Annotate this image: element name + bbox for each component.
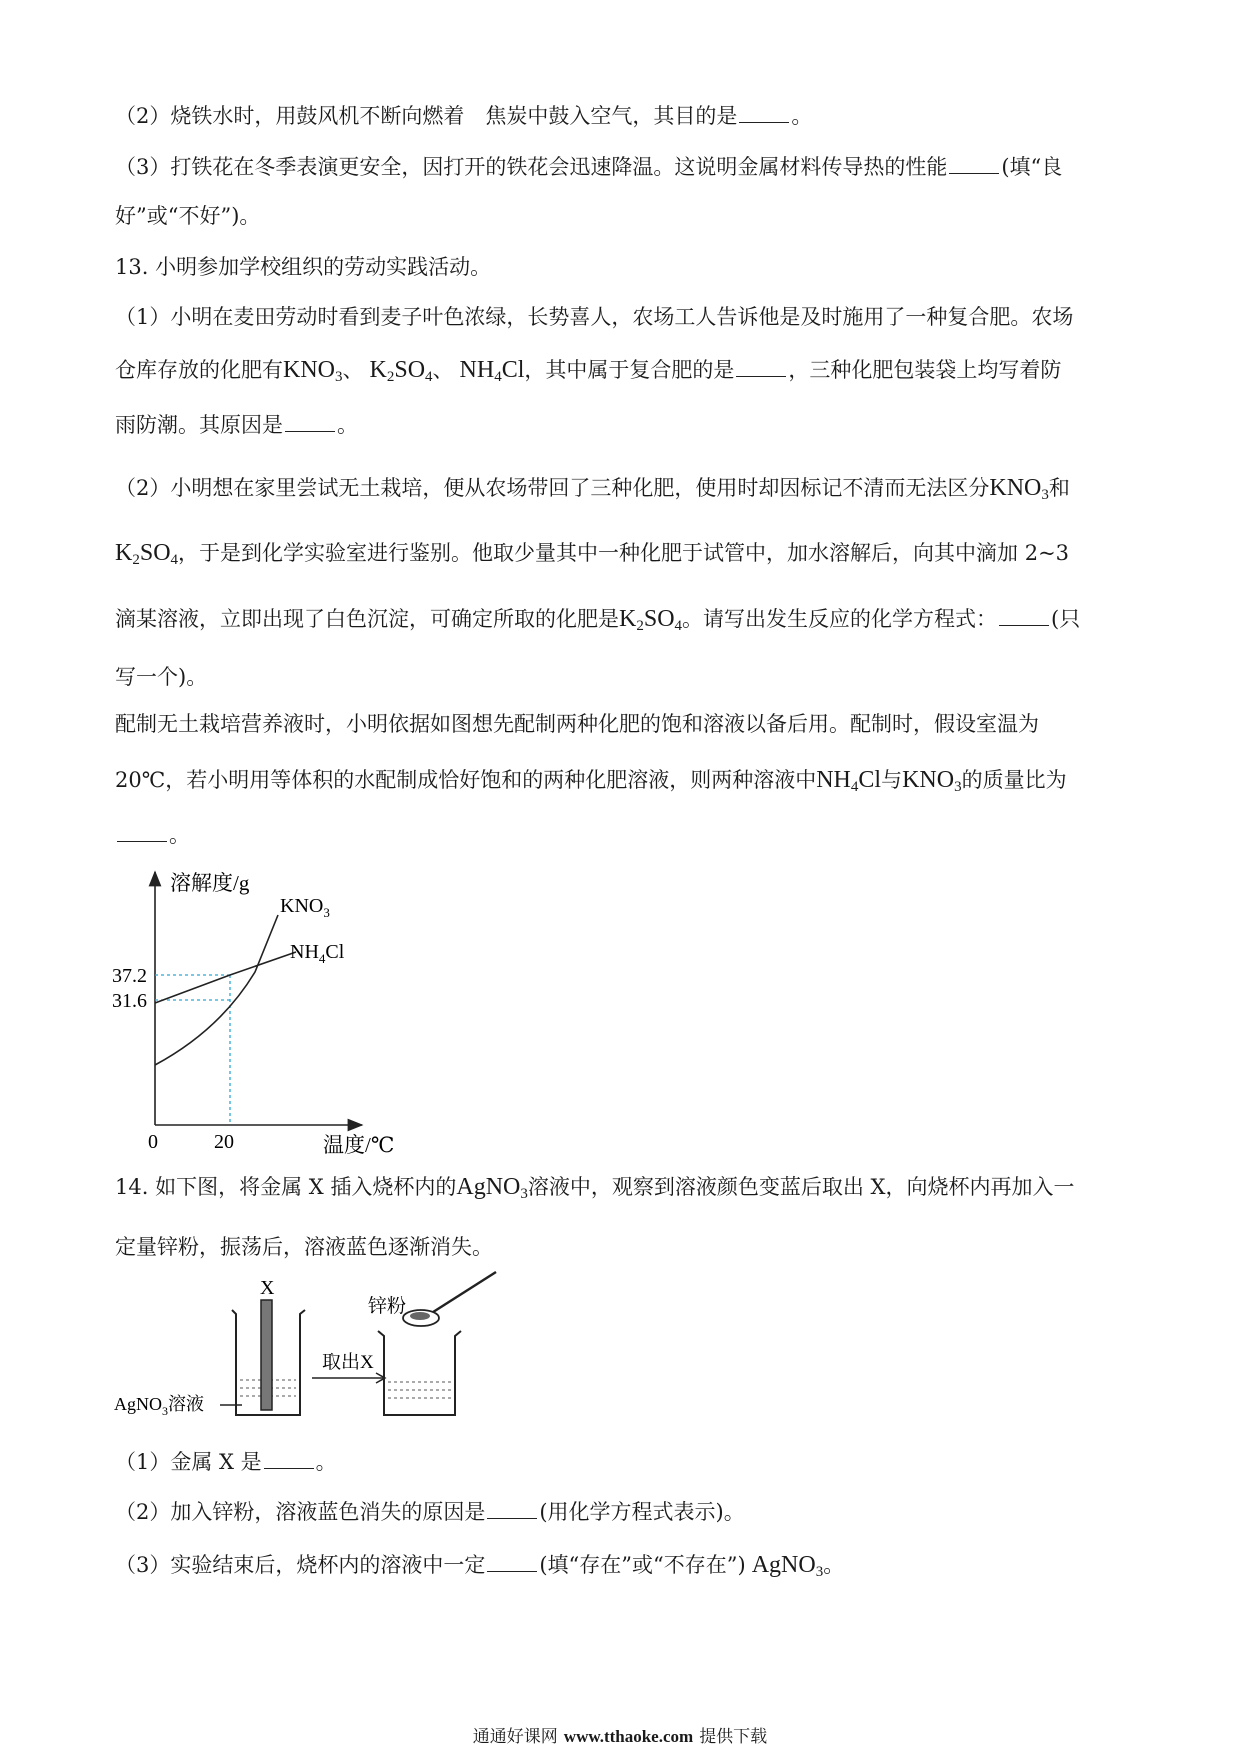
metal-x-label: X — [260, 1277, 275, 1299]
answer-blank[interactable] — [117, 823, 167, 842]
q14-part2: （2）加入锌粉，溶液蓝色消失的原因是 (用化学方程式表示)。 — [115, 1500, 745, 1524]
answer-blank[interactable] — [285, 413, 335, 432]
answer-blank[interactable] — [736, 358, 786, 377]
y-tick-label: 37.2 — [112, 965, 147, 987]
formula-kno3: $KNO_3$ — [283, 357, 343, 385]
zinc-powder — [410, 1312, 430, 1320]
formula-kno3: $KNO_3$ — [902, 767, 962, 795]
q13-part1-line2: 仓库存放的化肥有$KNO_3$、 $K_2SO_4$、 $NH_4Cl$，其中属于复合肥的是 ，三种化肥包装袋上均写着防 — [115, 357, 1062, 385]
x-axis-label: 温度/℃ — [323, 1133, 395, 1155]
series-label-nh4cl: $NH_4Cl$ — [290, 941, 345, 966]
q14-part1: （1）金属 X 是 。 — [115, 1450, 337, 1474]
formula-k2so4: $K_2SO_4$ — [115, 540, 179, 568]
metal-x-strip — [261, 1300, 272, 1410]
beaker-experiment-figure — [100, 1270, 560, 1430]
y-axis-label: 溶解度/g — [170, 871, 250, 895]
answer-blank[interactable] — [487, 1500, 537, 1519]
q13-part1-line3: 雨防潮。其原因是 。 — [115, 413, 358, 437]
spoon-handle — [430, 1272, 496, 1314]
series-line-kno3 — [155, 915, 278, 1065]
formula-k2so4: $K_2SO_4$ — [369, 357, 433, 385]
x-tick-label: 20 — [214, 1131, 234, 1153]
q13-part2-line1: （2）小明想在家里尝试无土栽培，便从农场带回了三种化肥，使用时却因标记不清而无法区分$KNO_3$和 — [115, 475, 1070, 503]
q14-stem-line2: 定量锌粉，振荡后，溶液蓝色逐渐消失。 — [115, 1235, 493, 1259]
q13-part2-line2: $K_2SO_4$，于是到化学实验室进行鉴别。他取少量其中一种化肥于试管中，加水溶解后，向其中滴加 2~3 — [115, 540, 1070, 568]
q12-part2: （2）烧铁水时，用鼓风机不断向燃着 焦炭中鼓入空气，其目的是 。 — [115, 104, 813, 128]
formula-k2so4: $K_2SO_4$ — [619, 606, 683, 634]
formula-agno3: AgNO$_3$ — [456, 1174, 528, 1202]
formula-kno3: $KNO_3$ — [989, 475, 1049, 503]
right-beaker — [378, 1331, 461, 1415]
series-label-kno3: $KNO_3$ — [280, 895, 330, 920]
solubility-chart — [100, 860, 420, 1155]
q13-stem: 13. 小明参加学校组织的劳动实践活动。 — [115, 255, 492, 279]
site-link[interactable]: www.tthaoke.com — [563, 1727, 694, 1746]
q13-part3-line3: 。 — [115, 820, 190, 850]
answer-blank[interactable] — [264, 1450, 314, 1469]
remove-x-label: 取出X — [322, 1352, 374, 1373]
agno3-solution-label: AgNO$_3$溶液 — [114, 1394, 204, 1418]
zinc-powder-label: 锌粉 — [368, 1296, 407, 1317]
formula-nh4cl: $NH_4Cl$ — [816, 767, 882, 795]
answer-blank[interactable] — [999, 607, 1049, 626]
x-tick-label: 0 — [148, 1131, 158, 1153]
q13-part2-line3: 滴某溶液，立即出现了白色沉淀，可确定所取的化肥是$K_2SO_4$。请写出发生反应的化学方程式： (只 — [115, 606, 1081, 634]
answer-blank[interactable] — [487, 1553, 537, 1572]
q13-part3-line2: 20℃，若小明用等体积的水配制成恰好饱和的两种化肥溶液，则两种溶液中$NH_4Cl$与$KNO_3$的质量比为 — [115, 767, 1067, 795]
formula-nh4cl: $NH_4Cl$ — [459, 357, 525, 385]
q13-part2-line4: 写一个)。 — [115, 665, 208, 689]
q13-part3-line1: 配制无土栽培营养液时，小明依据如图想先配制两种化肥的饱和溶液以备后用。配制时，假设室温为 — [115, 712, 1039, 736]
q12-part3: （3）打铁花在冬季表演更安全，因打开的铁花会迅速降温。这说明金属材料传导热的性能 (填“良 — [115, 155, 1063, 179]
q14-stem-line1: 14. 如下图，将金属 X 插入烧杯内的AgNO$_3$溶液中，观察到溶液颜色变蓝后取出 X，向烧杯内再加入一 — [115, 1174, 1075, 1202]
page-footer: 通通好课网 www.tthaoke.com 提供下载 — [472, 1727, 768, 1747]
series-line-nh4cl — [155, 952, 296, 1003]
y-tick-label: 31.6 — [112, 990, 147, 1012]
answer-blank[interactable] — [949, 155, 999, 174]
q12-part3-line2: 好”或“不好”)。 — [115, 204, 261, 228]
answer-blank[interactable] — [739, 104, 789, 123]
q13-part1-line1: （1）小明在麦田劳动时看到麦子叶色浓绿，长势喜人，农场工人告诉他是及时施用了一种复合肥。农场 — [115, 305, 1074, 329]
q14-part3: （3）实验结束后，烧杯内的溶液中一定 (填“存在”或“不存在”) AgNO$_3$。 — [115, 1552, 845, 1580]
formula-agno3: AgNO$_3$ — [751, 1552, 824, 1580]
